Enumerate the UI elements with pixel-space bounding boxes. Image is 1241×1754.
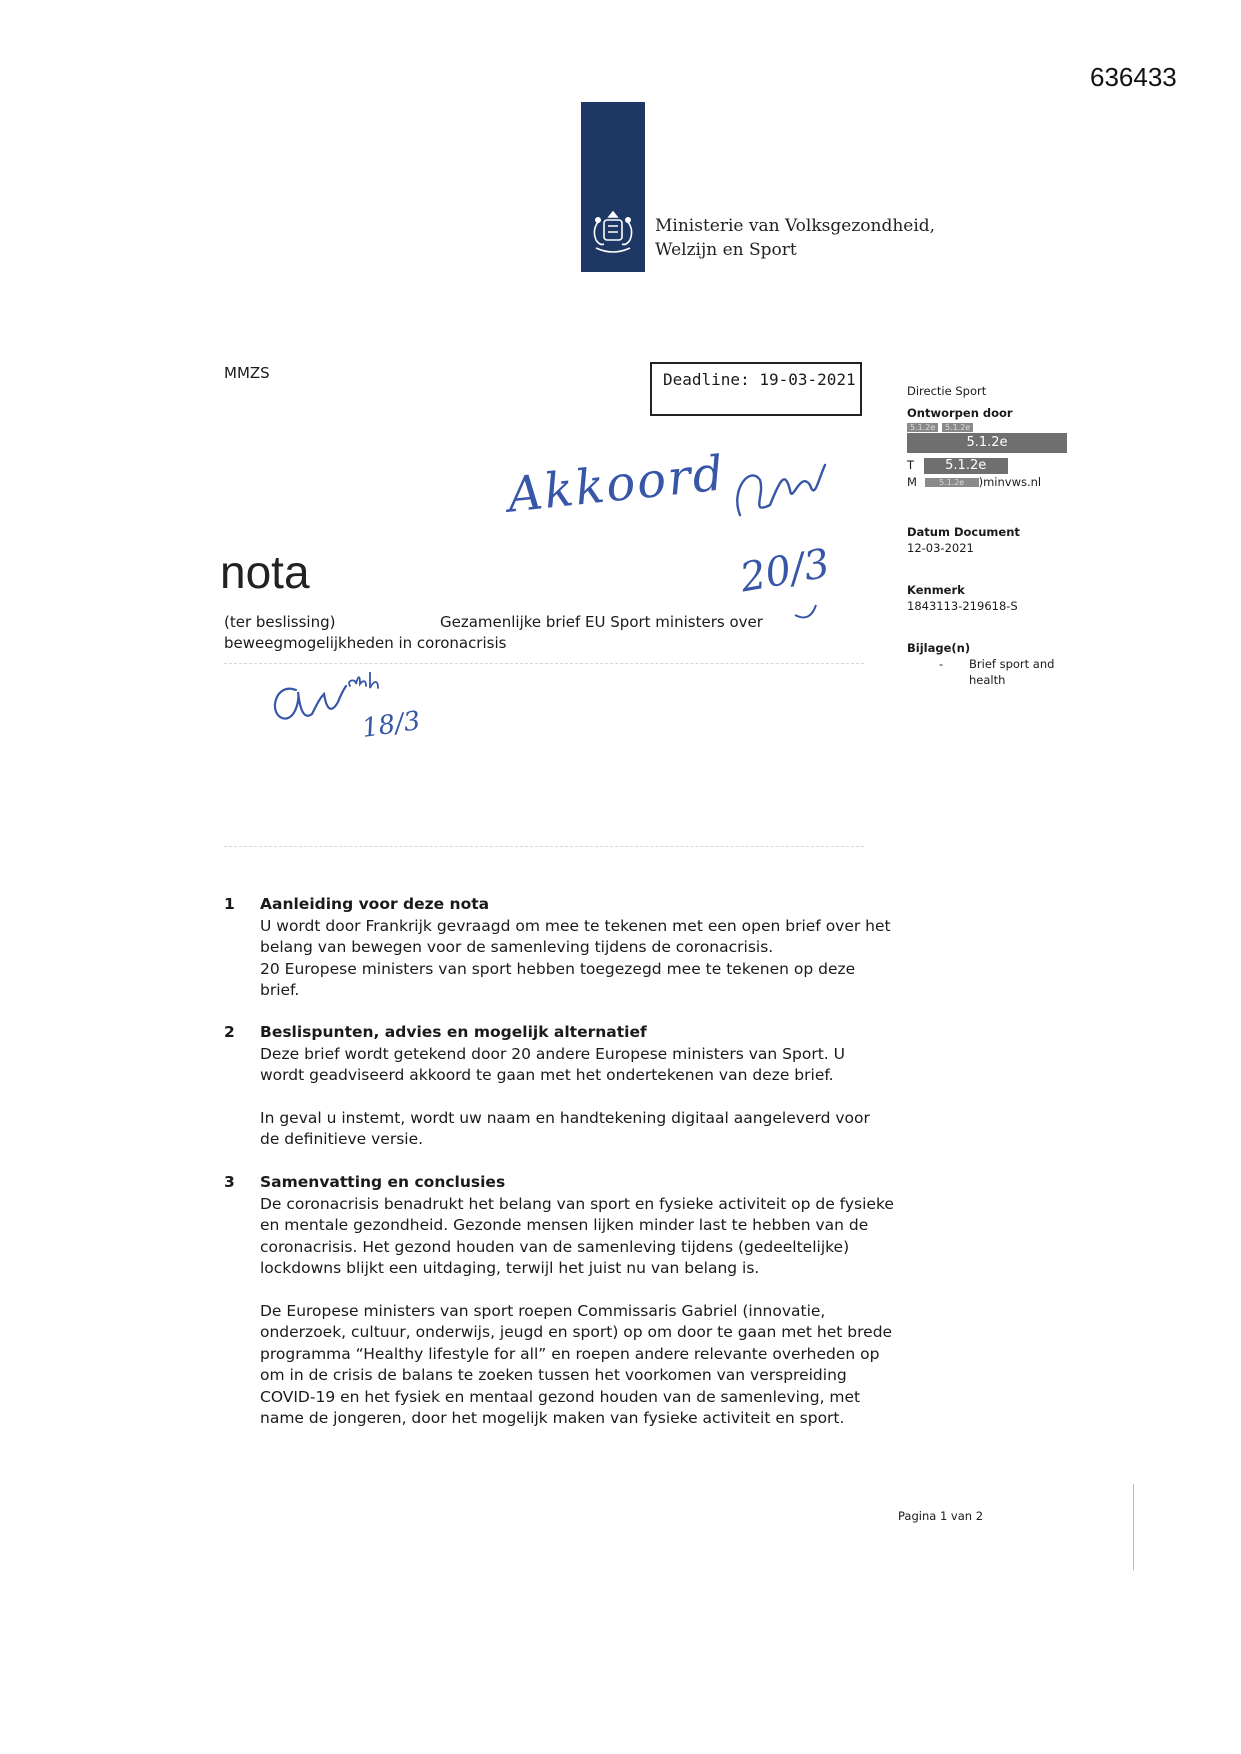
reference-label: Kenmerk [907, 582, 965, 597]
handwritten-signature [730, 460, 830, 530]
section-number: 3 [224, 1173, 235, 1191]
email-suffix: )minvws.nl [978, 474, 1042, 489]
handwritten-approval-date: 20/3 [736, 540, 834, 602]
attachments-label: Bijlage(n) [907, 640, 971, 655]
divider [224, 663, 864, 664]
redaction-block: 5.1.2e [907, 433, 1067, 453]
mobile-prefix: M [907, 474, 917, 489]
attachment-name: Brief sport and health [969, 656, 1055, 687]
nota-subject-line2: beweegmogelijkheden in coronacrisis [224, 634, 507, 652]
handwritten-approval: Akkoord [505, 445, 728, 524]
section-3 [224, 1172, 894, 1451]
nota-type: (ter beslissing) [224, 613, 336, 631]
handwritten-initials-date: 18/3 [360, 706, 423, 744]
recipient-code: MMZS [224, 364, 270, 382]
nota-title: nota [220, 546, 310, 598]
phone-prefix: T [907, 458, 915, 472]
section-number: 2 [224, 1023, 235, 1041]
page-number: Pagina 1 van 2 [898, 1509, 984, 1523]
section-paragraph: Deze brief wordt getekend door 20 andere Europese ministers van Sport. U wordt geadviseerd akkoord te gaan met het ondertekenen van deze brief. [260, 1044, 845, 1084]
attachment-item [907, 656, 1065, 688]
section-paragraph: 20 Europese ministers van sport hebben toegezegd mee te tekenen op deze brief. [260, 959, 856, 999]
section-paragraph: De Europese ministers van sport roepen Commissaris Gabriel (innovatie, onderzoek, cultuur, onderwijs, jeugd en sport) op om door te gaan met het brede programma “Healthy lifestyle for all” en roepen andere relevante overheden op om in de crisis de balans te zoeken tussen het voorkomen van verspreiding COVID-19 en het fysiek en mentaal gezond houden van de samenleving, met name de jongeren, door het mogelijk maken van fysieke activiteit en sport. [260, 1301, 893, 1427]
section-title: Aanleiding voor deze nota [260, 895, 490, 913]
redacted-name-block [907, 433, 1077, 453]
section-1 [224, 894, 894, 1002]
redaction-phone: 5.1.2e [924, 458, 1008, 474]
ministry-name-line1: Ministerie van Volksgezondheid, [655, 216, 936, 236]
ministry-name-line2: Welzijn en Sport [655, 240, 797, 260]
section-paragraph: U wordt door Frankrijk gevraagd om mee te tekenen met een open brief over het belang van bewegen voor de samenleving tijdens de coronacrisis. [260, 916, 891, 956]
directorate: Directie Sport [907, 384, 987, 398]
phone-row [907, 457, 1077, 474]
section-number: 1 [224, 895, 235, 913]
nota-subject-line1: Gezamenlijke brief EU Sport ministers over [440, 613, 763, 631]
redaction-small: 5.1.2e [942, 423, 973, 432]
redaction-email: 5.1.2e [925, 478, 979, 487]
coat-of-arms-icon [586, 208, 640, 260]
section-title: Samenvatting en conclusies [260, 1173, 506, 1191]
redaction-small: 5.1.2e [907, 423, 938, 432]
reference-value: 1843113-219618-S [907, 598, 1018, 613]
date-label: Datum Document [907, 524, 1020, 539]
designed-by-label: Ontworpen door [907, 406, 1013, 420]
date-value: 12-03-2021 [907, 540, 974, 555]
email-row [907, 474, 1077, 490]
section-paragraph: In geval u instemt, wordt uw naam en handtekening digitaal aangeleverd voor de definitieve versie. [260, 1108, 870, 1148]
ministry-name [655, 214, 935, 262]
scan-edge-line [1133, 1484, 1134, 1570]
deadline-text: Deadline: 19-03-2021 [663, 370, 856, 389]
redacted-name-row [907, 421, 1077, 433]
handwritten-hook [790, 585, 820, 625]
section-2 [224, 1022, 894, 1172]
section-paragraph: De coronacrisis benadrukt het belang van sport en fysieke activiteit op de fysieke en mentale gezondheid. Gezonde mensen lijken minder last te hebben van de coronacrisis. Het gezond houden van de samenleving tijdens (gedeeltelijke) lockdowns blijkt een uitdaging, terwijl het juist nu van belang is. [260, 1194, 894, 1277]
divider [224, 846, 864, 847]
section-title: Beslispunten, advies en mogelijk alternatief [260, 1023, 647, 1041]
document-number: 636433 [1090, 62, 1177, 92]
attachment-bullet: - [939, 656, 944, 671]
document-sidebar [907, 383, 1077, 688]
